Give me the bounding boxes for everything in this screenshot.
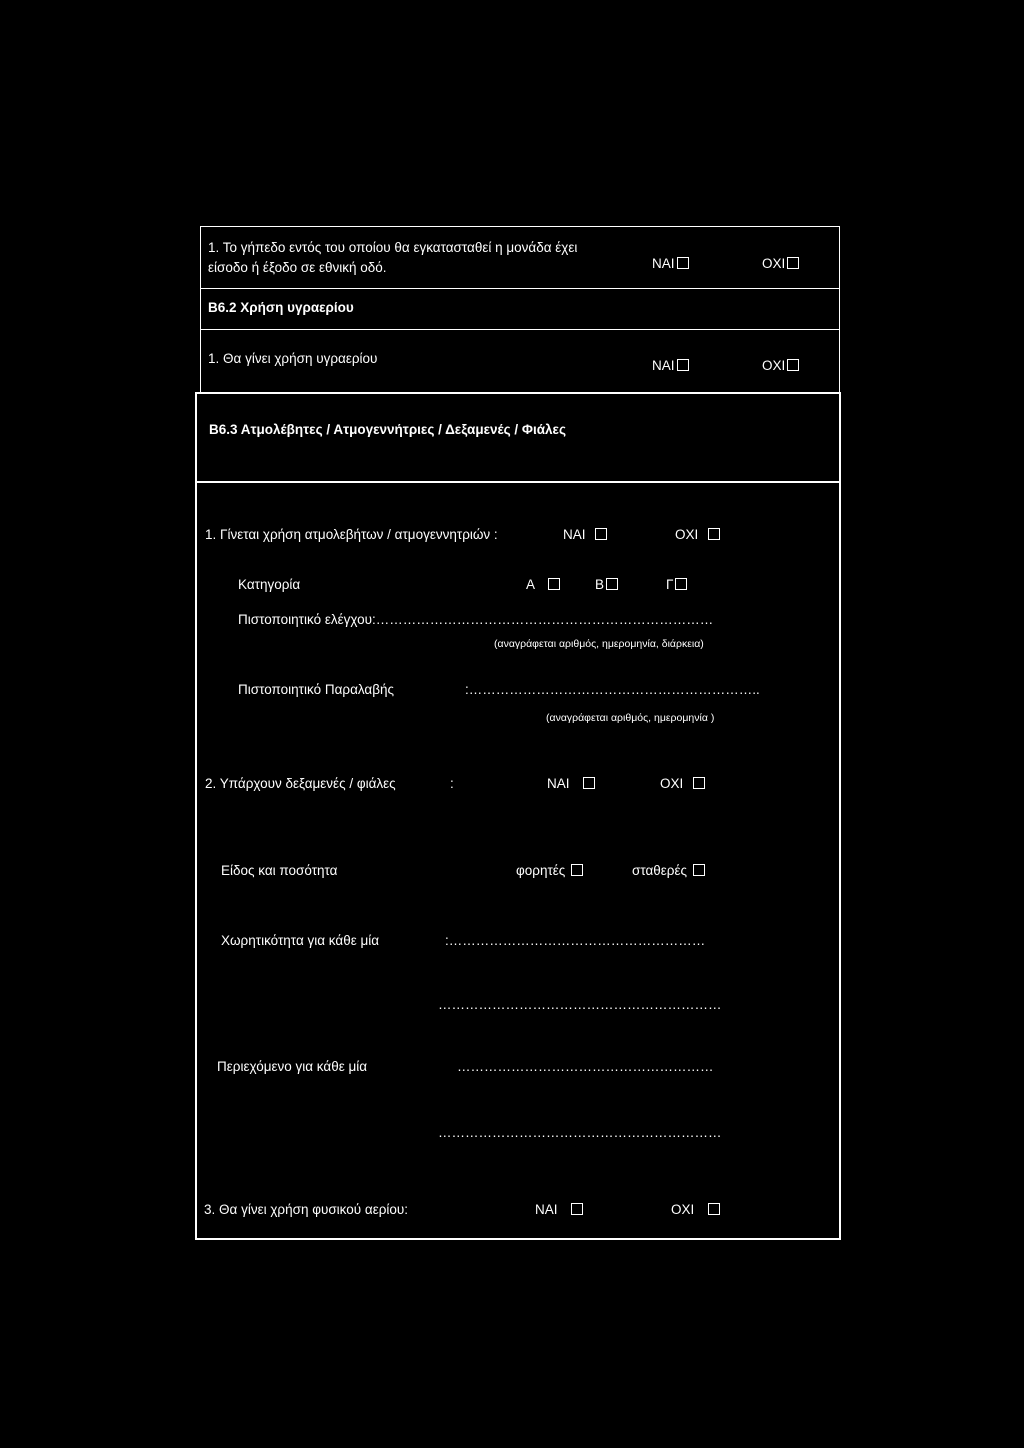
category-b-checkbox[interactable] <box>606 578 618 590</box>
category-a-checkbox[interactable] <box>548 578 560 590</box>
category-c <box>666 576 687 593</box>
top-table-divider-2 <box>200 329 839 330</box>
natural-gas-question: 3. Θα γίνει χρήση φυσικού αερίου: <box>204 1202 409 1217</box>
receipt-certificate-label: Πιστοποιητικό Παραλαβής <box>238 682 395 697</box>
road-access-yes <box>652 255 689 272</box>
no-label: ΟΧΙ <box>675 527 699 542</box>
section-b63-title: Β6.3 Ατμολέβητες / Ατμογεννήτριες / Δεξαμενές / Φιάλες <box>209 422 566 437</box>
category-b-label: Β <box>595 577 605 592</box>
type-quantity-label: Είδος και ποσότητα <box>221 863 338 878</box>
category-label: Κατηγορία <box>238 577 301 592</box>
top-table-divider-1 <box>200 288 839 289</box>
natural-gas-no-checkbox[interactable] <box>708 1203 720 1215</box>
boiler-use-yes <box>563 526 607 543</box>
portable-checkbox[interactable] <box>571 864 583 876</box>
capacity-field[interactable]: :………………………………………………… <box>445 933 706 948</box>
fixed-label: σταθερές <box>632 863 688 878</box>
yes-label: ΝΑΙ <box>652 358 675 373</box>
category-a <box>526 576 560 593</box>
capacity-field-continued[interactable]: ……………………………………………………… <box>438 997 722 1012</box>
content-field-continued[interactable]: ……………………………………………………… <box>438 1125 722 1140</box>
section-b62-title: Β6.2 Χρήση υγραερίου <box>208 300 354 315</box>
road-access-no-checkbox[interactable] <box>787 257 799 269</box>
tanks-no-checkbox[interactable] <box>693 777 705 789</box>
boiler-use-question: 1. Γίνεται χρήση ατμολεβήτων / ατμογεννητριών : <box>205 527 498 542</box>
fixed-option <box>632 862 705 879</box>
no-label: ΟΧΙ <box>660 776 684 791</box>
fixed-checkbox[interactable] <box>693 864 705 876</box>
yes-label: ΝΑΙ <box>547 776 570 791</box>
content-field[interactable]: ………………………………………………… <box>457 1059 714 1074</box>
portable-option <box>516 862 583 879</box>
road-access-question-line2: είσοδο ή έξοδο σε εθνική οδό. <box>208 260 387 275</box>
yes-label: ΝΑΙ <box>652 256 675 271</box>
lpg-use-no <box>762 357 799 374</box>
control-certificate-field[interactable]: Πιστοποιητικό ελέγχου:………………………………………………………………… <box>238 612 714 627</box>
receipt-certificate-field[interactable]: :……………………………………………………….. <box>465 682 760 697</box>
road-access-yes-checkbox[interactable] <box>677 257 689 269</box>
boiler-use-yes-checkbox[interactable] <box>595 528 607 540</box>
content-label: Περιεχόμενο για κάθε μία <box>217 1059 368 1074</box>
category-b <box>595 576 618 593</box>
category-c-checkbox[interactable] <box>675 578 687 590</box>
lpg-use-yes <box>652 357 689 374</box>
no-label: ΟΧΙ <box>762 256 786 271</box>
receipt-certificate-note: (αναγράφεται αριθμός, ημερομηνία ) <box>546 712 715 724</box>
tanks-question: 2. Υπάρχουν δεξαμενές / φιάλες <box>205 776 396 791</box>
tanks-yes-checkbox[interactable] <box>583 777 595 789</box>
tanks-no <box>660 775 705 792</box>
capacity-label: Χωρητικότητα για κάθε μία <box>221 933 380 948</box>
yes-label: ΝΑΙ <box>563 527 586 542</box>
lpg-use-yes-checkbox[interactable] <box>677 359 689 371</box>
lpg-use-no-checkbox[interactable] <box>787 359 799 371</box>
tanks-colon: : <box>450 776 454 791</box>
no-label: ΟΧΙ <box>762 358 786 373</box>
portable-label: φορητές <box>516 863 566 878</box>
road-access-question-line1: 1. Το γήπεδο εντός του οποίου θα εγκατασταθεί η μονάδα έχει <box>208 240 578 255</box>
no-label: ΟΧΙ <box>671 1202 695 1217</box>
control-certificate-note: (αναγράφεται αριθμός, ημερομηνία, διάρκεια) <box>494 638 704 650</box>
tanks-yes <box>547 775 595 792</box>
road-access-no <box>762 255 799 272</box>
category-a-label: Α <box>526 577 536 592</box>
yes-label: ΝΑΙ <box>535 1202 558 1217</box>
lpg-use-question: 1. Θα γίνει χρήση υγραερίου <box>208 351 378 366</box>
natural-gas-yes <box>535 1201 583 1218</box>
natural-gas-no <box>671 1201 720 1218</box>
category-c-label: Γ <box>666 577 674 592</box>
boiler-use-no-checkbox[interactable] <box>708 528 720 540</box>
natural-gas-yes-checkbox[interactable] <box>571 1203 583 1215</box>
boiler-use-no <box>675 526 720 543</box>
